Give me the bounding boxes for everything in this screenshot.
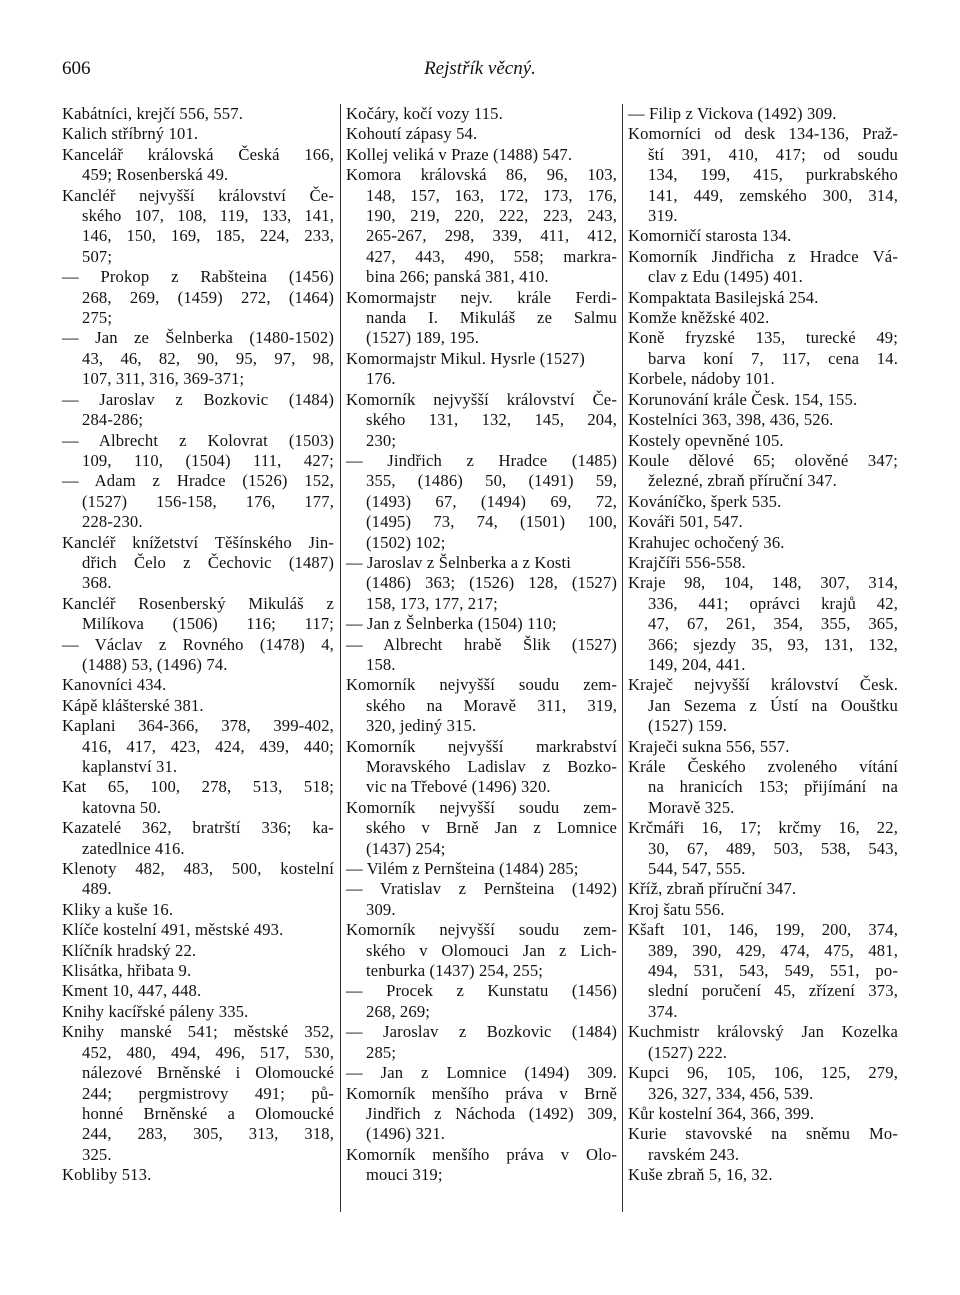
index-line: 374. xyxy=(648,1001,678,1021)
page-header xyxy=(62,58,898,84)
index-line: bina 266; panská 381, 410. xyxy=(366,267,549,287)
index-line: 427, 443, 490, 558; markra- xyxy=(366,246,617,266)
index-line: Kůr kostelní 364, 366, 399. xyxy=(628,1103,815,1123)
index-line: Kancléř knížetství Těšínského Jin- xyxy=(62,532,334,552)
index-line: barva koní 7, 117, cena 14. xyxy=(648,348,898,368)
index-line: Kočáry, kočí vozy 115. xyxy=(346,104,503,123)
index-line: Komorník nejvyšší soudu zem- xyxy=(346,675,617,695)
index-line: Jindřich z Náchoda (1492) 309, xyxy=(366,1103,617,1123)
index-line: 355, (1486) 50, (1491) 59, xyxy=(366,471,617,491)
index-line: Komormajstr nejv. krále Ferdi- xyxy=(346,287,617,307)
index-column-2 xyxy=(346,104,617,1186)
index-line: Klíčník hradský 22. xyxy=(62,940,197,960)
index-line: Kuchmistr královský Jan Kozelka xyxy=(628,1022,898,1042)
index-line: 30, 67, 489, 503, 538, 543, xyxy=(648,838,898,858)
index-line: (1493) 67, (1494) 69, 72, xyxy=(366,491,617,511)
index-line: 507; xyxy=(82,246,113,266)
index-line: clav z Edu (1495) 401. xyxy=(648,267,803,287)
index-line: Kat 65, 100, 278, 513, 518; xyxy=(62,777,334,797)
index-line: 228-230. xyxy=(82,512,143,532)
index-line: 176. xyxy=(366,369,396,389)
index-line: Kováři 501, 547. xyxy=(628,512,743,532)
index-line: ravském 243. xyxy=(648,1144,740,1164)
index-line: ského 107, 108, 119, 133, 141, xyxy=(82,206,334,226)
index-line: 285; xyxy=(366,1042,397,1062)
index-line: (1527) 189, 195. xyxy=(366,328,480,348)
index-line: Komorník nejvyšší markrabství xyxy=(346,736,617,756)
index-line: 43, 46, 82, 90, 95, 97, 98, xyxy=(82,348,334,368)
index-line: 452, 480, 494, 496, 517, 530, xyxy=(82,1042,334,1062)
index-line: Komorník nejvyšší soudu zem- xyxy=(346,920,617,940)
index-line: Komorník menšího práva v Brně xyxy=(346,1083,617,1103)
index-line: 275; xyxy=(82,308,113,328)
index-line: — Prokop z Rabšteina (1456) xyxy=(62,267,334,287)
index-line: (1488) 53, (1496) 74. xyxy=(82,654,228,674)
index-line: železné, zbraň příruční 347. xyxy=(648,471,837,491)
index-line: Komorníci od desk 134-136, Praž- xyxy=(628,124,898,144)
index-line: — Jan z Šelnberka (1504) 110; xyxy=(346,614,557,634)
index-line: 268, 269; xyxy=(366,1001,431,1021)
index-line: Komorník nejvyšší soudu zem- xyxy=(346,797,617,817)
index-line: Klenoty 482, 483, 500, kostelní xyxy=(62,859,334,879)
index-line: 494, 531, 543, 549, 551, po- xyxy=(648,961,898,981)
index-line: 368. xyxy=(82,573,112,593)
index-line: Kuše zbraň 5, 16, 32. xyxy=(628,1165,773,1185)
index-line: Kazatelé 362, bratrští 336; ka- xyxy=(62,818,334,838)
index-line: 149, 204, 441. xyxy=(648,654,746,674)
index-line: (1496) 321. xyxy=(366,1124,446,1144)
index-line: Krahujec ochočený 36. xyxy=(628,532,785,552)
index-line: Kollej veliká v Praze (1488) 547. xyxy=(346,144,573,164)
index-line: — Albrecht hrabě Šlik (1527) xyxy=(346,634,617,654)
index-line: — Procek z Kunstatu (1456) xyxy=(346,981,617,1001)
index-line: zatedlnice 416. xyxy=(82,838,185,858)
index-line: (1495) 73, 74, (1501) 100, xyxy=(366,512,617,532)
index-line: ští 391, 410, 417; od soudu xyxy=(648,144,898,164)
index-line: Moravě 325. xyxy=(648,797,735,817)
index-line: Kobliby 513. xyxy=(62,1165,152,1185)
index-line: Kohoutí zápasy 54. xyxy=(346,124,478,144)
index-line: Komorník menšího práva v Olo- xyxy=(346,1144,617,1164)
index-line: Kraječ nejvyšší království Česk. xyxy=(628,675,898,695)
index-line: — Filip z Vickova (1492) 309. xyxy=(628,104,837,123)
index-line: Kalich stříbrný 101. xyxy=(62,124,199,144)
index-line: — Jan ze Šelnberka (1480-1502) xyxy=(62,328,334,348)
index-line: — Jaroslav z Šelnberka a z Kosti xyxy=(346,552,572,572)
index-line: — Václav z Rovného (1478) 4, xyxy=(62,634,334,654)
index-line: 109, 110, (1504) 111, 427; xyxy=(82,450,334,470)
index-line: — Adam z Hradce (1526) 152, xyxy=(62,471,334,491)
index-line: 47, 67, 261, 354, 355, 365, xyxy=(648,614,898,634)
index-line: nanda I. Mikuláš ze Salmu xyxy=(366,308,617,328)
index-line: ského 131, 132, 145, 204, xyxy=(366,410,617,430)
index-line: (1486) 363; (1526) 128, (1527) xyxy=(366,573,617,593)
index-line: Krále Českého zvoleného vítání xyxy=(628,757,898,776)
index-line: Komorník nejvyšší království Če- xyxy=(346,389,617,409)
index-line: — Jan z Lomnice (1494) 309. xyxy=(346,1063,617,1083)
index-line: ského v Olomouci Jan z Lich- xyxy=(366,940,617,960)
index-line: Milíkova (1506) 116; 117; xyxy=(82,614,334,634)
index-line: 284-286; xyxy=(82,410,144,430)
index-line: ského na Moravě 311, 319, xyxy=(366,695,617,715)
page-number: 606 xyxy=(62,58,91,79)
index-line: Moravského Ladislav z Bozko- xyxy=(366,757,617,776)
running-title: Rejstřík věcný. xyxy=(424,58,536,79)
index-line: 268, 269, (1459) 272, (1464) xyxy=(82,287,334,307)
index-line: tenburka (1437) 254, 255; xyxy=(366,961,544,981)
index-line: 489. xyxy=(82,879,112,899)
index-line: Komora královská 86, 96, 103, xyxy=(346,165,617,185)
index-line: Kment 10, 447, 448. xyxy=(62,981,202,1001)
index-line: — Jindřich z Hradce (1485) xyxy=(346,450,617,470)
index-line: Kroj šatu 556. xyxy=(628,899,725,919)
index-line: Kšaft 101, 146, 199, 200, 374, xyxy=(628,920,898,940)
index-line: 244, 283, 305, 313, 318, xyxy=(82,1124,334,1144)
index-line: Korbele, nádoby 101. xyxy=(628,369,775,389)
column-divider xyxy=(622,104,623,1212)
index-line: Kancléř Rosenberský Mikuláš z xyxy=(62,593,334,613)
index-line: (1502) 102; xyxy=(366,532,446,552)
index-line: Kostely opevněné 105. xyxy=(628,430,784,450)
index-line: (1527) 159. xyxy=(648,716,728,736)
index-line: 265-267, 298, 339, 411, 412, xyxy=(366,226,617,246)
index-line: Kliky a kuše 16. xyxy=(62,899,174,919)
index-line: — Vilém z Pernšteina (1484) 285; xyxy=(346,859,579,879)
index-line: Kápě klášterské 381. xyxy=(62,695,204,715)
index-line: 148, 157, 163, 172, 173, 176, xyxy=(366,185,617,205)
index-column-3 xyxy=(628,104,898,1186)
index-line: nálezové Brněnské i Olomoucké xyxy=(82,1063,334,1083)
index-line: 107, 311, 316, 369-371; xyxy=(82,369,245,389)
index-line: Kraječi sukna 556, 557. xyxy=(628,736,790,756)
index-column-1 xyxy=(62,104,334,1186)
index-line: (1437) 254; xyxy=(366,838,446,858)
index-line: Kanovníci 434. xyxy=(62,675,167,695)
index-line: 230; xyxy=(366,430,397,450)
index-line: Kaplani 364-366, 378, 399-402, xyxy=(62,716,334,736)
index-line: vic na Třebové (1496) 320. xyxy=(366,777,551,797)
index-line: Kancelář královská Česká 166, xyxy=(62,144,334,164)
index-line: dřich Čelo z Čechovic (1487) xyxy=(82,552,334,572)
index-line: Kováníčko, šperk 535. xyxy=(628,491,782,511)
index-line: 336, 441; oprávci krajů 42, xyxy=(648,593,898,613)
index-line: 141, 449, zemského 300, 314, xyxy=(648,185,898,205)
index-line: Komormajstr Mikul. Hysrle (1527) xyxy=(346,348,585,368)
index-line: Krčmáři 16, 17; krčmy 16, 22, xyxy=(628,818,898,838)
index-line: Krajčíři 556-558. xyxy=(628,552,746,572)
index-line: — Vratislav z Pernšteina (1492) xyxy=(346,879,617,899)
index-line: kaplanství 31. xyxy=(82,757,178,776)
index-line: Kancléř nejvyšší království Če- xyxy=(62,185,334,205)
index-line: Koně fryzské 135, turecké 49; xyxy=(628,328,898,348)
index-line: Komorničí starosta 134. xyxy=(628,226,792,246)
index-line: Kurie stavovské na sněmu Mo- xyxy=(628,1124,898,1144)
index-line: Kříž, zbraň příruční 347. xyxy=(628,879,797,899)
index-line: katovna 50. xyxy=(82,797,162,817)
index-line: na hranicích 153; přijímání na xyxy=(648,777,898,797)
index-line: Korunování krále Česk. 154, 155. xyxy=(628,389,858,409)
index-line: mouci 319; xyxy=(366,1165,443,1185)
index-line: Knihy manské 541; městské 352, xyxy=(62,1022,334,1042)
index-line: Kraje 98, 104, 148, 307, 314, xyxy=(628,573,898,593)
index-line: — Albrecht z Kolovrat (1503) xyxy=(62,430,334,450)
index-line: honné Brněnské a Olomoucké xyxy=(82,1103,334,1123)
index-line: 366; sjezdy 35, 93, 131, 132, xyxy=(648,634,898,654)
index-line: 146, 150, 169, 185, 224, 233, xyxy=(82,226,334,246)
index-line: 389, 390, 429, 474, 475, 481, xyxy=(648,940,898,960)
index-line: — Jaroslav z Bozkovic (1484) xyxy=(346,1022,617,1042)
index-line: Kostelníci 363, 398, 436, 526. xyxy=(628,410,834,430)
column-divider xyxy=(340,104,341,1212)
index-line: slední poručení 45, zřízení 373, xyxy=(648,981,898,1001)
index-line: Komže kněžské 402. xyxy=(628,308,770,328)
index-line: 309. xyxy=(366,899,396,919)
index-line: 416, 417, 423, 424, 439, 440; xyxy=(82,736,334,756)
index-line: 325. xyxy=(82,1144,112,1164)
index-line: Klisátka, hřibata 9. xyxy=(62,961,192,981)
index-line: Klíče kostelní 491, městské 493. xyxy=(62,920,284,940)
index-line: 134, 199, 415, purkrabského xyxy=(648,165,898,185)
index-line: 319. xyxy=(648,206,678,226)
index-line: (1527) 222. xyxy=(648,1042,728,1062)
index-line: 158. xyxy=(366,654,396,674)
index-line: 190, 219, 220, 222, 223, 243, xyxy=(366,206,617,226)
index-line: 544, 547, 555. xyxy=(648,859,746,879)
index-line: 244; pergmistrovy 491; pů- xyxy=(82,1083,334,1103)
index-line: Kompaktata Basilejská 254. xyxy=(628,287,819,307)
index-line: Koule dělové 65; olověné 347; xyxy=(628,450,898,470)
index-line: Kabátníci, krejčí 556, 557. xyxy=(62,104,243,123)
index-line: Komorník Jindřicha z Hradce Vá- xyxy=(628,246,898,266)
index-line: 459; Rosenberská 49. xyxy=(82,165,229,185)
index-line: 158, 173, 177, 217; xyxy=(366,593,498,613)
index-line: 320, jediný 315. xyxy=(366,716,477,736)
index-line: Kupci 96, 105, 106, 125, 279, xyxy=(628,1063,898,1083)
index-line: — Jaroslav z Bozkovic (1484) xyxy=(62,389,334,409)
index-line: Knihy kacířské páleny 335. xyxy=(62,1001,249,1021)
index-line: (1527) 156-158, 176, 177, xyxy=(82,491,334,511)
index-line: 326, 327, 334, 456, 539. xyxy=(648,1083,814,1103)
index-line: ského v Brně Jan z Lomnice xyxy=(366,818,617,838)
index-line: Jan Sezema z Ústí na Oouštku xyxy=(648,695,898,715)
